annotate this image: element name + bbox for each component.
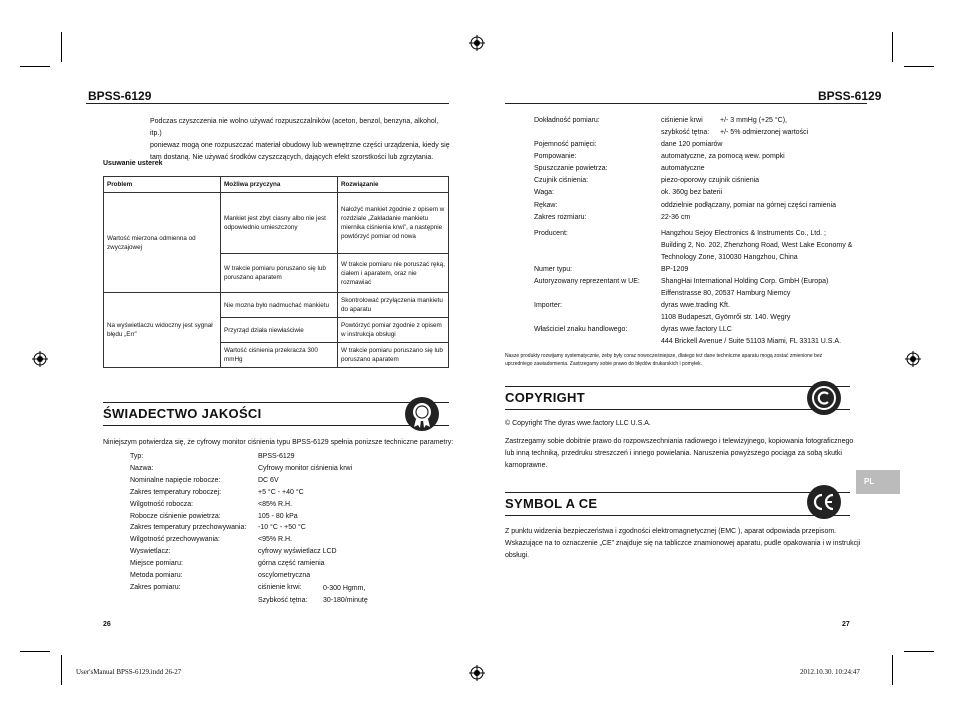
spec-label: Numer typu: [534, 266, 573, 273]
spec-label: Miejsce pomiaru: [130, 560, 183, 568]
header-rule-right [505, 103, 867, 104]
spec-label: Typ: [130, 453, 144, 460]
solution-cell: Nałożyć mankiet zgodnie z opisem w rozdziale „Zakładanie mankietu miernika ciśnienia krwi”, a następnie powtórzyć pomiar od nowa [338, 193, 449, 254]
troubleshooting-title: Usuwanie usterek [103, 160, 163, 167]
spec-label: Zakres rozmiaru: [534, 213, 587, 221]
spec-label: Właściciel znaku handlowego: [534, 326, 628, 333]
text-line: uprzedniego zawiadomienia. Zastrzegamy sobie prawo do błędów drukarskich i pomyłek. [505, 361, 703, 367]
spec-label: Zakres pomiaru: [130, 583, 181, 591]
spec-value: automatyczne [661, 165, 705, 173]
crop-mark [20, 66, 50, 67]
cause-cell: Nie mozna było nadmuchać mankietu [221, 293, 338, 318]
header-rule-left [86, 103, 449, 104]
spec-value: 0-300 Hgmm, [323, 585, 366, 592]
page-number-right: 27 [842, 621, 850, 628]
text-line: Podczas czyszczenia nie wolno używać rozpuszczalników (aceton, benzol, benzyna, alkohol, itp.) [150, 118, 439, 137]
text-line: Zastrzegamy sobie dobitnie prawo do rozpowszechniania radiowego i telewizyjnego, kopiowania fotograficznego [505, 438, 854, 445]
crop-mark [892, 32, 893, 62]
spec-value: +/- 5% odmierzonej wartości [720, 129, 809, 136]
cause-cell: Wartość ciśnienia przekracza 300 mmHg [221, 343, 338, 368]
spec-change-notice [505, 352, 822, 368]
cause-cell: Przyrząd działa niewłaściwie [221, 318, 338, 343]
language-tab: PL [856, 470, 900, 494]
spec-value: górna część ramienia [258, 560, 325, 568]
spec-value: BP-1209 [661, 266, 689, 273]
section-rule [505, 515, 850, 516]
spec-value: 444 Brickell Avenue / Suite 51103 Miami, FL 33131 U.S.A. [661, 338, 842, 345]
spec-value: oddzielnie podłączany, pomiar na górnej części ramienia [661, 201, 836, 209]
spec-value: 22-36 cm [661, 213, 691, 221]
solution-cell: Skontrolować przyłączenia mankietu do aparatu [338, 293, 449, 318]
text-line: obsługi. [505, 552, 530, 559]
spec-label: Pojemność pamięci: [534, 141, 597, 148]
spec-value: +5 °C - +40 °C [258, 488, 304, 496]
ce-title: SYMBOL A CE [505, 496, 598, 511]
ce-text [505, 526, 860, 562]
spec-value: Cyfrowy monitor ciśnienia krwi [258, 464, 353, 472]
table-header-cell: Rozwiązanie [338, 177, 449, 193]
spec-value: dyras wwe.trading Kft. [661, 302, 730, 309]
spec-value: oscylometryczna [258, 572, 311, 579]
cause-cell: Mankiet jest zbyt ciasny albo nie jest odpowiednio umieszczony [221, 193, 338, 254]
spec-value: cyfrowy wyświetlacz LCD [258, 548, 337, 556]
spec-label: Szybkość tętna: [258, 597, 308, 604]
spec-value: BPSS-6129 [258, 453, 295, 460]
solution-cell: W trakcie pomiaru poruszano się lub poruszano aparatem [338, 343, 449, 368]
spec-label: Zakres temperatury roboczej: [130, 488, 222, 496]
spec-value: Technology Zone, 310030 Hangzhou, China [661, 254, 798, 261]
section-rule [103, 425, 449, 426]
text-line: karnoprawne. [505, 462, 548, 469]
table-header-cell: Możliwa przyczyna [221, 177, 338, 193]
text-line: Wskazujące na to oznaczenie „CE” znajduje się na tabliczce znamionowej aparatu, pudle opakowania i w instrukcji [505, 540, 861, 547]
spec-label: Rękaw: [534, 201, 558, 209]
spec-value: dyras wwe.factory LLC [661, 326, 732, 333]
file-slug: User'sManual BPSS-6129.indd 26-27 [76, 668, 182, 676]
spec-value: Building 2, No. 202, Zhenzhong Road, West Lake Economy & [661, 242, 853, 249]
spec-value: -10 °C - +50 °C [258, 524, 306, 532]
copyright-text [505, 436, 853, 472]
spec-label: Wyswietlacz: [130, 548, 171, 556]
spec-label: Importer: [534, 302, 563, 309]
crop-mark [61, 32, 62, 62]
spec-label: Wilgotność przechowywania: [130, 536, 220, 544]
spec-label: ciśnienie krwi [661, 117, 703, 124]
spec-value: ShangHai International Holding Corp. GmbH (Europa) [661, 278, 829, 285]
solution-cell: W trakcie pomiaru nie poruszać ręką, ciałem i aparatem, oraz nie rozmawiać [338, 254, 449, 293]
section-rule [505, 409, 850, 410]
crop-mark [904, 66, 934, 67]
spec-label: Producent: [534, 230, 568, 237]
spec-value: piezo-oporowy czujnik ciśnienia [661, 177, 760, 185]
page-number-left: 26 [103, 621, 111, 628]
ce-mark-icon [806, 484, 842, 520]
spec-label: Nazwa: [130, 464, 154, 472]
spec-label: Waga: [534, 189, 554, 197]
print-timestamp: 2012.10.30. 10:24:47 [800, 668, 860, 676]
table-header-cell: Problem [104, 177, 221, 193]
spec-value: DC 6V [258, 476, 279, 484]
spec-label: Nominalne napięcie robocze: [130, 476, 221, 484]
quality-title: ŚWIADECTWO JAKOŚCI [103, 406, 262, 421]
spec-value: 30-180/minutę [323, 597, 368, 604]
spec-label: Robocze ciśnienie powietrza: [130, 512, 221, 520]
problem-cell: Wartość mierzona odmienna od zwyczajowej [104, 193, 221, 293]
section-rule [505, 492, 850, 493]
table-row [104, 193, 449, 254]
copyright-line: © Copyright The dyras wwe.factory LLC U.S.A. [505, 420, 651, 427]
copyright-circle-icon [806, 380, 842, 416]
rosette-medal-icon [404, 396, 440, 432]
quality-intro: Niniejszym potwierdza się, że cyfrowy monitor ciśnienia typu BPSS-6129 spełnia ponizsze techniczne parametry: [103, 439, 454, 446]
spec-value: <85% R.H. [258, 500, 293, 508]
registration-mark-icon [469, 665, 485, 681]
spec-label: Wilgotność robocza: [130, 500, 194, 508]
spec-value: Hangzhou Sejoy Electronics & Instruments Co., Ltd. ; [661, 230, 826, 237]
spec-value: automatyczne, za pomocą wew. pompki [661, 153, 785, 161]
problem-cell: Na wyświetlaczu widoczny jest sygnał błędu „Err” [104, 293, 221, 368]
spec-label: Metoda pomiaru: [130, 572, 183, 579]
cleaning-note [150, 116, 450, 164]
cause-cell: W trakcie pomiaru poruszano się lub poruszano aparatem [221, 254, 338, 293]
crop-mark [904, 651, 934, 652]
spec-value: dane 120 pomiarów [661, 141, 723, 148]
crop-mark [20, 651, 50, 652]
spec-value: 105 - 80 kPa [258, 512, 298, 520]
text-line: Nasze produkty rozwijamy systematycznie, żeby były coraz nowocześniejsze, dlatego też dane techniczne aparatu mogą zostać zmienione bez [505, 353, 823, 359]
text-line: lub inną techniką, przedruku streszczeń i innego powielania. Naruszenia powyższego pociąga za sobą skutki [505, 450, 842, 457]
troubleshooting-table [103, 176, 449, 368]
registration-mark-icon [32, 351, 48, 367]
spec-value: Eiffenstrasse 80, 20537 Hamburg Niemcy [661, 290, 791, 297]
section-rule [505, 386, 850, 387]
registration-mark-icon [469, 35, 485, 51]
spec-label: Dokładność pomiaru: [534, 117, 600, 124]
header-model-left: BPSS-6129 [88, 89, 152, 103]
table-row [104, 293, 449, 318]
spec-value: ciśnienie krwi: [258, 583, 302, 591]
crop-mark [61, 655, 62, 685]
text-line: tam dostaną. Nie używać środków czyszczących, dających efekt szorstkości lub zgrzytania. [150, 154, 434, 161]
table-header-row [104, 177, 449, 193]
spec-value: <95% R.H. [258, 536, 293, 544]
registration-mark-icon [905, 351, 921, 367]
section-rule [103, 402, 449, 403]
solution-cell: Powtórzyć pomiar zgodnie z opisem w instrukcja obsługi [338, 318, 449, 343]
spec-label: Autoryzowany reprezentant w UE: [534, 278, 640, 285]
spec-value: +/- 3 mmHg (+25 °C), [720, 117, 787, 124]
spec-label: Zakres temperatury przechowywania: [130, 524, 247, 532]
spec-value: ok. 360g bez baterii [661, 189, 723, 197]
crop-mark [892, 655, 893, 685]
header-model-right: BPSS-6129 [818, 89, 882, 103]
spec-label: Spuszczanie powietrza: [534, 165, 608, 173]
spec-value: 1108 Budapeszt, Gyömrői str. 140. Węgry [661, 314, 791, 321]
text-line: poniewaz mogą one rozpuszczać materiał obudowy lub wewnętrzne części urządzenia, kiedy się [150, 142, 450, 149]
spec-label: Pompowanie: [534, 153, 577, 161]
spec-label: Czujnik ciśnienia: [534, 177, 589, 185]
copyright-title: COPYRIGHT [505, 390, 585, 405]
spec-label: szybkość tętna: [661, 129, 710, 136]
text-line: Z punktu widzenia bezpieczeństwa i zgodności elektromagnetycznej (EMC ), aparat odpowiada przepisom. [505, 528, 837, 535]
